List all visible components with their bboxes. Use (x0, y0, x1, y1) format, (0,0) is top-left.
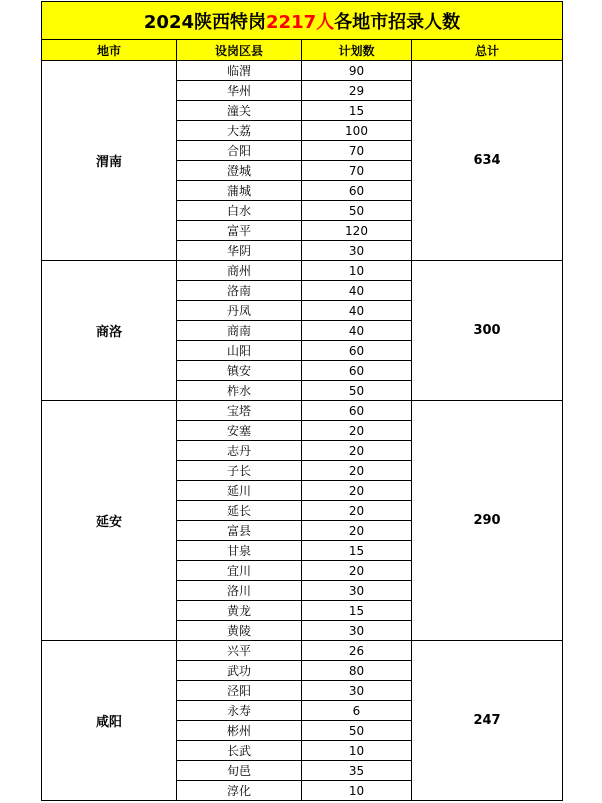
county-cell: 华阴 (177, 241, 302, 261)
plan-count-cell: 20 (302, 421, 412, 441)
plan-count-cell: 60 (302, 401, 412, 421)
plan-count-cell: 10 (302, 781, 412, 801)
county-cell: 山阳 (177, 341, 302, 361)
total-cell: 247 (412, 641, 563, 801)
county-cell: 长武 (177, 741, 302, 761)
county-cell: 永寿 (177, 701, 302, 721)
plan-count-cell: 30 (302, 621, 412, 641)
county-cell: 白水 (177, 201, 302, 221)
plan-count-cell: 10 (302, 261, 412, 281)
plan-count-cell: 20 (302, 561, 412, 581)
plan-count-cell: 30 (302, 681, 412, 701)
plan-count-cell: 90 (302, 61, 412, 81)
table-row (42, 641, 563, 661)
county-cell: 合阳 (177, 141, 302, 161)
plan-count-cell: 6 (302, 701, 412, 721)
county-cell: 志丹 (177, 441, 302, 461)
table-row (42, 261, 563, 281)
plan-count-cell: 26 (302, 641, 412, 661)
plan-count-cell: 40 (302, 321, 412, 341)
county-cell: 临渭 (177, 61, 302, 81)
column-header-plan: 计划数 (302, 40, 412, 61)
plan-count-cell: 30 (302, 241, 412, 261)
plan-count-cell: 40 (302, 301, 412, 321)
plan-count-cell: 60 (302, 181, 412, 201)
county-cell: 商南 (177, 321, 302, 341)
plan-count-cell: 10 (302, 741, 412, 761)
county-cell: 延长 (177, 501, 302, 521)
column-header-county: 设岗区县 (177, 40, 302, 61)
city-cell: 咸阳 (42, 641, 177, 801)
total-cell: 300 (412, 261, 563, 401)
plan-count-cell: 35 (302, 761, 412, 781)
plan-count-cell: 70 (302, 141, 412, 161)
county-cell: 宝塔 (177, 401, 302, 421)
county-cell: 淳化 (177, 781, 302, 801)
county-cell: 甘泉 (177, 541, 302, 561)
county-cell: 华州 (177, 81, 302, 101)
plan-count-cell: 50 (302, 381, 412, 401)
plan-count-cell: 80 (302, 661, 412, 681)
plan-count-cell: 70 (302, 161, 412, 181)
county-cell: 商州 (177, 261, 302, 281)
plan-count-cell: 20 (302, 521, 412, 541)
county-cell: 潼关 (177, 101, 302, 121)
county-cell: 旬邑 (177, 761, 302, 781)
county-cell: 延川 (177, 481, 302, 501)
county-cell: 镇安 (177, 361, 302, 381)
title-suffix: 各地市招录人数 (334, 11, 461, 33)
plan-count-cell: 120 (302, 221, 412, 241)
county-cell: 子长 (177, 461, 302, 481)
county-cell: 泾阳 (177, 681, 302, 701)
plan-count-cell: 40 (302, 281, 412, 301)
plan-count-cell: 50 (302, 721, 412, 741)
county-cell: 黄陵 (177, 621, 302, 641)
county-cell: 彬州 (177, 721, 302, 741)
county-cell: 宜川 (177, 561, 302, 581)
county-cell: 蒲城 (177, 181, 302, 201)
county-cell: 丹凤 (177, 301, 302, 321)
title-prefix: 2024陕西特岗 (143, 11, 267, 33)
city-cell: 延安 (42, 401, 177, 641)
table-row (42, 401, 563, 421)
plan-count-cell: 20 (302, 441, 412, 461)
plan-count-cell: 50 (302, 201, 412, 221)
county-cell: 洛川 (177, 581, 302, 601)
total-cell: 634 (412, 61, 563, 261)
county-cell: 澄城 (177, 161, 302, 181)
county-cell: 安塞 (177, 421, 302, 441)
county-cell: 洛南 (177, 281, 302, 301)
total-cell: 290 (412, 401, 563, 641)
plan-count-cell: 29 (302, 81, 412, 101)
city-cell: 渭南 (42, 61, 177, 261)
county-cell: 富县 (177, 521, 302, 541)
plan-count-cell: 30 (302, 581, 412, 601)
plan-count-cell: 20 (302, 501, 412, 521)
plan-count-cell: 60 (302, 361, 412, 381)
county-cell: 柞水 (177, 381, 302, 401)
county-cell: 兴平 (177, 641, 302, 661)
plan-count-cell: 100 (302, 121, 412, 141)
title-highlight: 2217人 (266, 11, 335, 33)
plan-count-cell: 20 (302, 461, 412, 481)
plan-count-cell: 15 (302, 541, 412, 561)
plan-count-cell: 60 (302, 341, 412, 361)
table-row (42, 61, 563, 81)
recruitment-table-sheet (41, 1, 562, 801)
table-title (42, 2, 563, 40)
city-cell: 商洛 (42, 261, 177, 401)
recruitment-table (41, 1, 563, 801)
plan-count-cell: 15 (302, 601, 412, 621)
county-cell: 黄龙 (177, 601, 302, 621)
table-body (42, 61, 563, 801)
county-cell: 大荔 (177, 121, 302, 141)
column-header-city: 地市 (42, 40, 177, 61)
plan-count-cell: 20 (302, 481, 412, 501)
county-cell: 武功 (177, 661, 302, 681)
plan-count-cell: 15 (302, 101, 412, 121)
column-header-total: 总计 (412, 40, 563, 61)
county-cell: 富平 (177, 221, 302, 241)
